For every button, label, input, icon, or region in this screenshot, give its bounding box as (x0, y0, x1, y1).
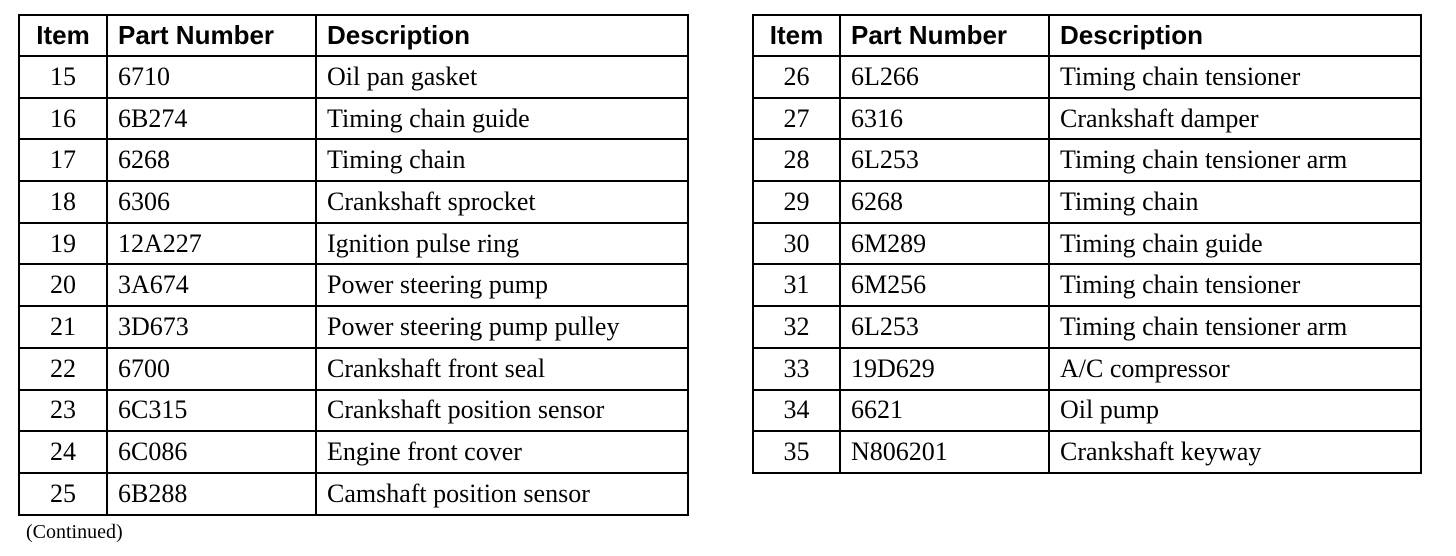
description-cell: Oil pan gasket (316, 56, 688, 98)
item-number-cell: 28 (753, 139, 840, 181)
table-row (753, 390, 1421, 432)
column-header-item: Item (19, 15, 107, 56)
part-number-cell: 6268 (840, 181, 1049, 223)
table-row (19, 264, 688, 306)
table-row (753, 56, 1421, 98)
table-row (753, 139, 1421, 181)
description-cell: Timing chain (316, 139, 688, 181)
item-number-cell: 25 (19, 473, 107, 515)
parts-table-left (18, 14, 689, 516)
table-row (753, 306, 1421, 348)
description-cell: A/C compressor (1049, 348, 1421, 390)
part-number-cell: 6L253 (840, 306, 1049, 348)
description-cell: Power steering pump (316, 264, 688, 306)
part-number-cell: 6710 (107, 56, 316, 98)
item-number-cell: 35 (753, 431, 840, 473)
description-cell: Crankshaft damper (1049, 98, 1421, 140)
part-number-cell: 6C086 (107, 431, 316, 473)
item-number-cell: 22 (19, 348, 107, 390)
table-row (19, 56, 688, 98)
part-number-cell: 6L266 (840, 56, 1049, 98)
column-header-description: Description (316, 15, 688, 56)
description-cell: Timing chain tensioner arm (1049, 139, 1421, 181)
table-row (19, 473, 688, 515)
item-number-cell: 18 (19, 181, 107, 223)
item-number-cell: 17 (19, 139, 107, 181)
item-number-cell: 32 (753, 306, 840, 348)
part-number-cell: 6B288 (107, 473, 316, 515)
item-number-cell: 19 (19, 223, 107, 265)
column-header-part-number: Part Number (840, 15, 1049, 56)
part-number-cell: 6700 (107, 348, 316, 390)
table-row (19, 223, 688, 265)
table-header-row (753, 15, 1421, 56)
part-number-cell: 6L253 (840, 139, 1049, 181)
description-cell: Oil pump (1049, 390, 1421, 432)
item-number-cell: 23 (19, 390, 107, 432)
part-number-cell: 6M289 (840, 223, 1049, 265)
item-number-cell: 29 (753, 181, 840, 223)
item-number-cell: 26 (753, 56, 840, 98)
description-cell: Camshaft position sensor (316, 473, 688, 515)
table-row (19, 390, 688, 432)
table-row (753, 223, 1421, 265)
table-row (19, 306, 688, 348)
part-number-cell: 6621 (840, 390, 1049, 432)
item-number-cell: 20 (19, 264, 107, 306)
part-number-cell: 6B274 (107, 98, 316, 140)
item-number-cell: 30 (753, 223, 840, 265)
table-row (753, 348, 1421, 390)
table-row (19, 139, 688, 181)
table-row (19, 181, 688, 223)
parts-table-right (752, 14, 1422, 474)
part-number-cell: N806201 (840, 431, 1049, 473)
part-number-cell: 3D673 (107, 306, 316, 348)
column-header-description: Description (1049, 15, 1421, 56)
item-number-cell: 27 (753, 98, 840, 140)
item-number-cell: 34 (753, 390, 840, 432)
description-cell: Crankshaft keyway (1049, 431, 1421, 473)
table-header-row (19, 15, 688, 56)
table-row (19, 348, 688, 390)
description-cell: Timing chain guide (316, 98, 688, 140)
part-number-cell: 3A674 (107, 264, 316, 306)
table-row (753, 98, 1421, 140)
description-cell: Ignition pulse ring (316, 223, 688, 265)
table-row (753, 181, 1421, 223)
table-row (19, 431, 688, 473)
table-row (19, 98, 688, 140)
part-number-cell: 12A227 (107, 223, 316, 265)
description-cell: Timing chain guide (1049, 223, 1421, 265)
table-row (753, 264, 1421, 306)
description-cell: Crankshaft front seal (316, 348, 688, 390)
item-number-cell: 24 (19, 431, 107, 473)
part-number-cell: 6306 (107, 181, 316, 223)
part-number-cell: 6316 (840, 98, 1049, 140)
description-cell: Timing chain tensioner arm (1049, 306, 1421, 348)
description-cell: Crankshaft sprocket (316, 181, 688, 223)
description-cell: Timing chain tensioner (1049, 264, 1421, 306)
description-cell: Timing chain (1049, 181, 1421, 223)
item-number-cell: 31 (753, 264, 840, 306)
column-header-item: Item (753, 15, 840, 56)
item-number-cell: 16 (19, 98, 107, 140)
description-cell: Timing chain tensioner (1049, 56, 1421, 98)
part-number-cell: 6C315 (107, 390, 316, 432)
part-number-cell: 19D629 (840, 348, 1049, 390)
item-number-cell: 33 (753, 348, 840, 390)
description-cell: Power steering pump pulley (316, 306, 688, 348)
part-number-cell: 6M256 (840, 264, 1049, 306)
column-header-part-number: Part Number (107, 15, 316, 56)
item-number-cell: 21 (19, 306, 107, 348)
part-number-cell: 6268 (107, 139, 316, 181)
description-cell: Crankshaft position sensor (316, 390, 688, 432)
description-cell: Engine front cover (316, 431, 688, 473)
item-number-cell: 15 (19, 56, 107, 98)
table-row (753, 431, 1421, 473)
continued-note: (Continued) (26, 521, 123, 543)
